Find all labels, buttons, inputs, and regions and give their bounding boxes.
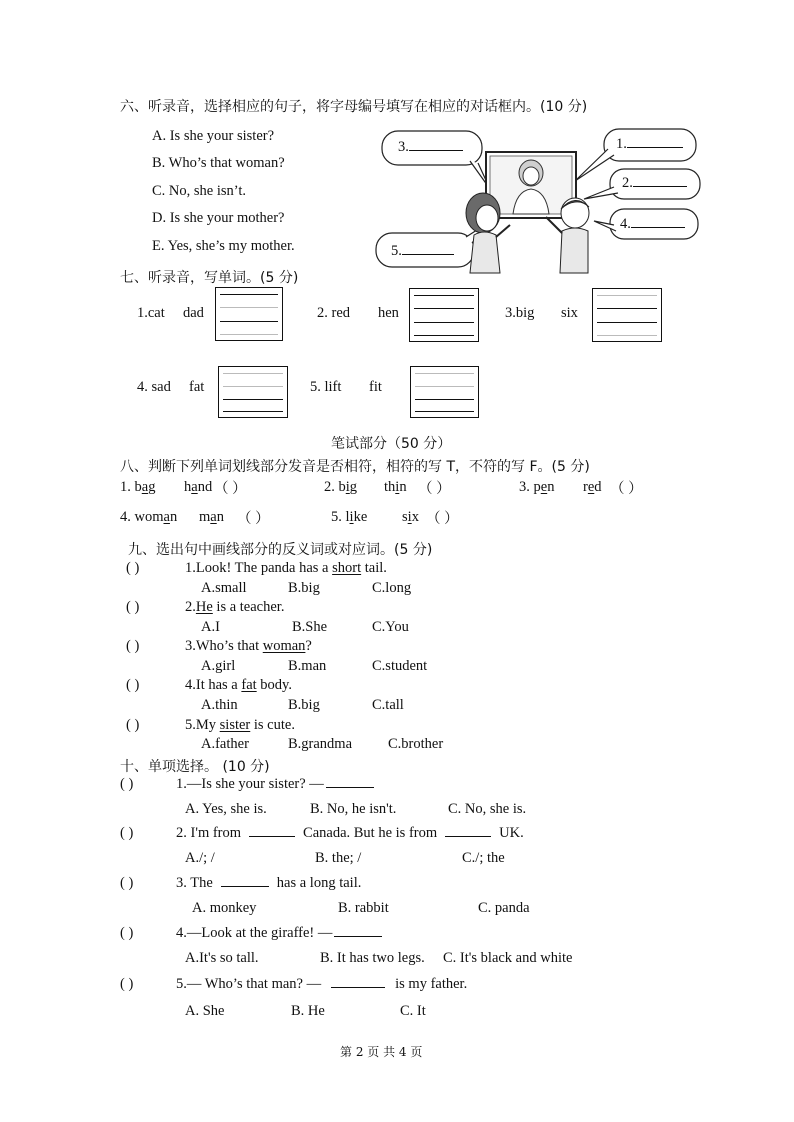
s9-q2-opt-b: B.She — [292, 619, 328, 635]
s10-q3-stem: 3. The has a long tail. — [176, 875, 362, 891]
item-4-word: fat — [189, 379, 205, 395]
option-b: B. Who’s that woman? — [152, 155, 285, 171]
s10-q1-paren[interactable]: ( ) — [120, 776, 134, 792]
s9-q1-opt-c: C.long — [372, 580, 412, 596]
page-number: 第 2 页 共 4 页 — [340, 1045, 423, 1059]
section-6-heading: 六、听录音，选择相应的句子，将字母编号填写在相应的对话框内。(10 分) — [120, 99, 588, 115]
s10-q1-opt-c: C. No, she is. — [448, 801, 527, 817]
s9-q1-opt-b: B.big — [288, 580, 320, 596]
s10-q1-opt-a: A. Yes, she is. — [185, 801, 267, 817]
s9-q2-opt-c: C.You — [372, 619, 409, 635]
bubble-5-label: 5. — [391, 243, 454, 260]
s9-q3-paren[interactable]: ( ) — [126, 638, 140, 654]
section-8-heading: 八、判断下列单词划线部分发音是否相符，相符的写 T，不符的写 F。(5 分) — [120, 459, 590, 475]
bubble-1-label: 1. — [616, 136, 683, 153]
s9-q4-opt-c: C.tall — [372, 697, 404, 713]
s10-q3-paren[interactable]: ( ) — [120, 875, 134, 891]
s10-q2-opt-c: C./; the — [462, 850, 505, 866]
s10-q1-stem: 1.—Is she your sister? — — [176, 776, 374, 793]
s10-q4-opt-b: B. It has two legs. — [320, 950, 425, 966]
s9-q4-opt-b: B.big — [288, 697, 320, 713]
s9-q1-stem: 1.Look! The panda has a short tail. — [185, 560, 387, 576]
s10-q3-opt-b: B. rabbit — [338, 900, 389, 916]
s9-q1-paren[interactable]: ( ) — [126, 560, 140, 576]
answer-paren-2[interactable]: （ ） — [418, 481, 451, 497]
s9-q5-stem: 5.My sister is cute. — [185, 717, 295, 733]
item-1-word: dad — [183, 305, 204, 321]
s9-q4-paren[interactable]: ( ) — [126, 677, 140, 693]
s10-q5-opt-b: B. He — [291, 1003, 325, 1019]
writing-box-3[interactable] — [592, 288, 662, 342]
s10-q2-opt-a: A./; / — [185, 850, 215, 866]
s10-q4-paren[interactable]: ( ) — [120, 925, 134, 941]
option-d: D. Is she your mother? — [152, 210, 285, 226]
section-9-heading: 九、选出句中画线部分的反义词或对应词。(5 分) — [128, 542, 433, 558]
answer-paren-1[interactable]: （ ） — [214, 481, 247, 497]
s10-q2-paren[interactable]: ( ) — [120, 825, 134, 841]
writing-box-4[interactable] — [218, 366, 288, 418]
s9-q5-opt-a: A.father — [201, 736, 249, 752]
s9-q3-opt-a: A.girl — [201, 658, 236, 674]
s10-q4-opt-c: C. It's black and white — [443, 950, 573, 966]
s10-q1-opt-b: B. No, he isn't. — [310, 801, 397, 817]
section-7-heading: 七、听录音，写单词。(5 分) — [120, 270, 299, 286]
written-part-title: 笔试部分（50 分） — [331, 436, 452, 452]
writing-box-5[interactable] — [410, 366, 479, 418]
s9-q2-stem: 2.He is a teacher. — [185, 599, 285, 615]
answer-paren-3[interactable]: （ ） — [610, 481, 643, 497]
answer-paren-4[interactable]: （ ） — [237, 511, 270, 527]
item-3-word: six — [561, 305, 578, 321]
s10-q2-opt-b: B. the; / — [315, 850, 362, 866]
item-1-num: 1.cat — [137, 305, 165, 321]
s10-q5-opt-c: C. It — [400, 1003, 426, 1019]
pair-1-word-a: 1. bag — [120, 479, 156, 495]
item-5-num: 5. lift — [310, 379, 342, 395]
bubble-4-label: 4. — [620, 216, 685, 233]
s9-q2-opt-a: A.I — [201, 619, 220, 635]
option-c: C. No, she isn’t. — [152, 183, 246, 199]
s9-q5-opt-b: B.grandma — [288, 736, 353, 752]
s10-q3-opt-c: C. panda — [478, 900, 530, 916]
writing-box-2[interactable] — [409, 288, 479, 342]
pair-1-word-b: hand — [184, 479, 213, 495]
s10-q5-opt-a: A. She — [185, 1003, 225, 1019]
option-e: E. Yes, she’s my mother. — [152, 238, 295, 254]
answer-paren-5[interactable]: （ ） — [426, 511, 459, 527]
s10-q4-stem: 4.—Look at the giraffe! — — [176, 925, 382, 942]
s10-q4-opt-a: A.It's so tall. — [185, 950, 259, 966]
item-3-num: 3.big — [505, 305, 535, 321]
pair-4-word-a: 4. woman — [120, 509, 178, 525]
s9-q4-stem: 4.It has a fat body. — [185, 677, 292, 693]
s9-q4-opt-a: A.thin — [201, 697, 238, 713]
option-a: A. Is she your sister? — [152, 128, 275, 144]
s9-q3-opt-c: C.student — [372, 658, 428, 674]
s9-q2-paren[interactable]: ( ) — [126, 599, 140, 615]
s10-q2-stem: 2. I'm from Canada. But he is from UK. — [176, 825, 524, 841]
item-2-num: 2. red — [317, 305, 351, 321]
s10-q5-stem: 5.— Who’s that man? — is my father. — [176, 976, 468, 992]
s10-q3-opt-a: A. monkey — [192, 900, 257, 916]
item-5-word: fit — [369, 379, 382, 395]
s9-q5-opt-c: C.brother — [388, 736, 444, 752]
pair-3-word-a: 3. pen — [519, 479, 555, 495]
s9-q1-opt-a: A.small — [201, 580, 247, 596]
s9-q3-opt-b: B.man — [288, 658, 327, 674]
bubble-3-label: 3. — [398, 139, 463, 156]
pair-5-word-a: 5. like — [331, 509, 368, 525]
section-10-heading: 十、单项选择。 (10 分) — [120, 759, 270, 775]
bubble-2-label: 2. — [622, 175, 687, 192]
writing-box-1[interactable] — [215, 287, 283, 341]
item-2-word: hen — [378, 305, 399, 321]
pair-4-word-b: man — [199, 509, 224, 525]
item-4-num: 4. sad — [137, 379, 171, 395]
pair-2-word-a: 2. big — [324, 479, 358, 495]
pair-2-word-b: thin — [384, 479, 407, 495]
pair-3-word-b: red — [583, 479, 602, 495]
s9-q3-stem: 3.Who’s that woman? — [185, 638, 312, 654]
s10-q5-paren[interactable]: ( ) — [120, 976, 134, 992]
s9-q5-paren[interactable]: ( ) — [126, 717, 140, 733]
pair-5-word-b: six — [402, 509, 419, 525]
